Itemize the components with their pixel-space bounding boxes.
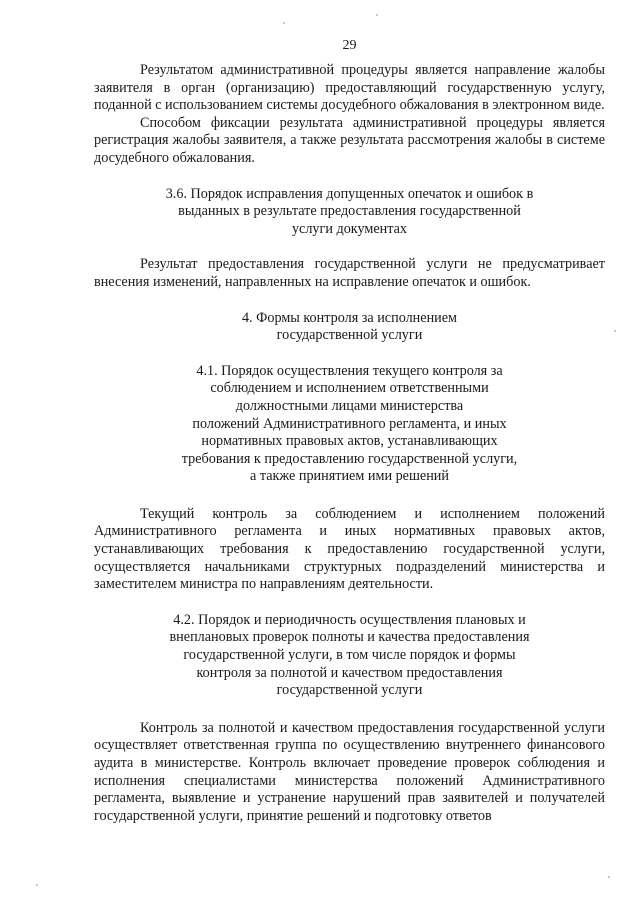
heading-line: государственной услуги, в том числе порядок и формы bbox=[183, 647, 516, 664]
heading-line: внеплановых проверок полноты и качества предоставления bbox=[169, 629, 530, 646]
heading-line: должностными лицами министерства bbox=[235, 397, 464, 414]
heading-line: услуги документах bbox=[291, 220, 408, 237]
scan-speck bbox=[36, 884, 38, 886]
paragraph-complaint-fixation: Способом фиксации результата административной процедуры является регистрация жалобы заявителя, а также результата рассмотрения жалобы в системе досудебного обжалования. bbox=[94, 114, 605, 166]
heading-4-2 bbox=[94, 612, 605, 700]
paragraph-current-control: Текущий контроль за соблюдением и исполнением положений Административного регламента и иных нормативных правовых актов, устанавливающих требования к предоставлению государственной услуги, осуществляется начальниками структурных подразделений министерства и заместителем министра по направлениям деятельности. bbox=[94, 505, 605, 593]
heading-line: а также принятием ими решений bbox=[250, 468, 449, 485]
scan-speck bbox=[376, 14, 378, 16]
page-number: 29 bbox=[342, 38, 357, 53]
heading-line: нормативных правовых актов, устанавливающих bbox=[201, 433, 498, 450]
heading-line: выданных в результате предоставления государственной bbox=[178, 203, 521, 220]
heading-line: контроля за полнотой и качеством предоставления bbox=[196, 664, 503, 681]
paragraph-quality-control: Контроль за полнотой и качеством предоставления государственной услуги осуществляет ответственная группа по осуществлению внутреннего финансового аудита в министерстве. Контроль включает проведение проверок соблюдения и исполнения специалистами министерства положений Административного регламента, выявление и устранение нарушений прав заявителей и получателей государственной услуги, принятие решений и подготовку ответов bbox=[94, 719, 605, 824]
heading-line: 4.2. Порядок и периодичность осуществления плановых и bbox=[173, 611, 526, 628]
scan-speck bbox=[283, 22, 285, 24]
heading-line: государственной услуги bbox=[276, 682, 423, 699]
heading-line: требования к предоставлению государственной услуги, bbox=[181, 450, 518, 467]
heading-line: государственной услуги bbox=[276, 327, 423, 344]
heading-3-6 bbox=[94, 186, 605, 239]
heading-line: 4.1. Порядок осуществления текущего контроля за bbox=[196, 362, 503, 379]
paragraph-corrections: Результат предоставления государственной услуги не предусматривает внесения изменений, направленных на исправление опечаток и ошибок. bbox=[94, 256, 605, 290]
heading-line: 3.6. Порядок исправления допущенных опечаток и ошибок в bbox=[165, 185, 534, 202]
heading-4-1 bbox=[94, 363, 605, 486]
heading-line: 4. Формы контроля за исполнением bbox=[241, 309, 458, 326]
scan-speck bbox=[614, 330, 616, 332]
paragraph-complaint-result: Результатом административной процедуры является направление жалобы заявителя в орган (организацию) предоставляющий государственную услугу, поданной с использованием системы досудебного обжалования в электронном виде. bbox=[94, 62, 605, 114]
heading-line: соблюдением и исполнением ответственными bbox=[210, 380, 489, 397]
scan-speck bbox=[608, 876, 610, 878]
heading-4 bbox=[94, 310, 605, 345]
heading-line: положений Административного регламента, и иных bbox=[192, 415, 507, 432]
